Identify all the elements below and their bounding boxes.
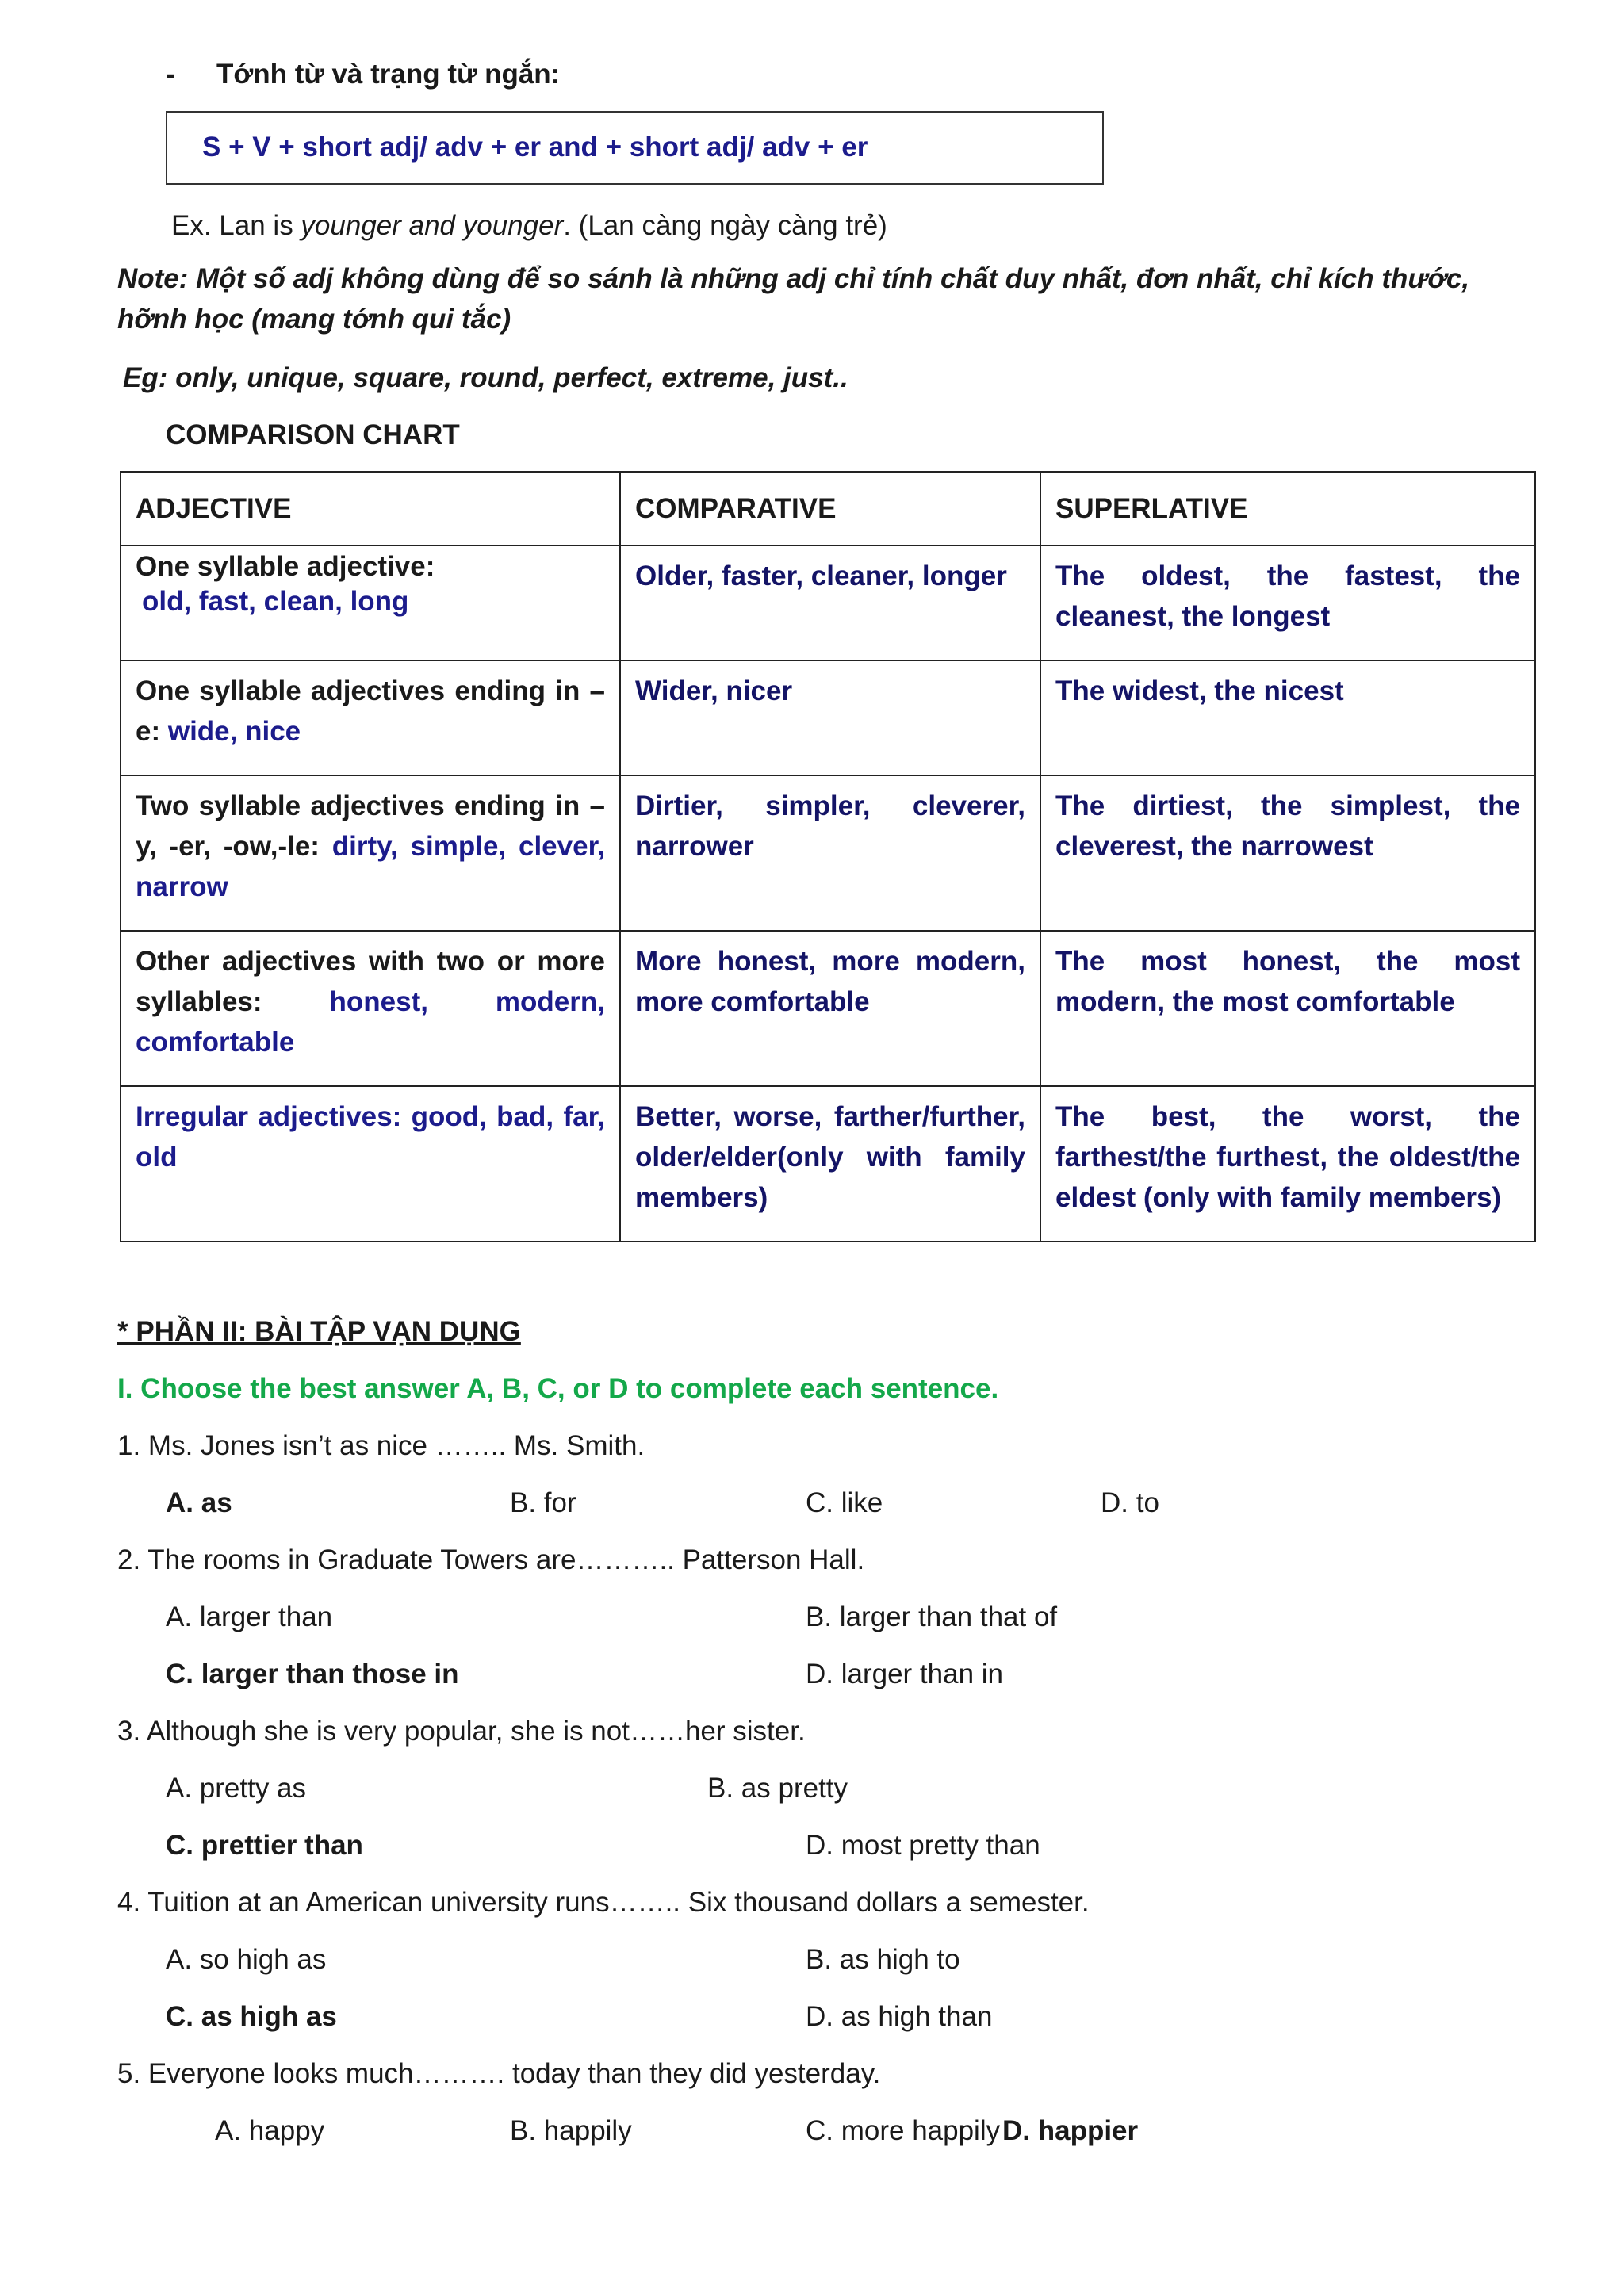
superlative-cell: The dirtiest, the simplest, the cleverest, the narrowest: [1040, 775, 1535, 931]
q4-option-c: C. as high as: [166, 2001, 337, 2032]
header-adjective: ADJECTIVE: [121, 472, 620, 545]
q1-option-a: A. as: [166, 1487, 232, 1518]
formula-text: S + V + short adj/ adv + er and + short adj/ adv + er: [202, 132, 868, 163]
comparative-cell: Wider, nicer: [620, 660, 1040, 775]
section-title: * PHẦN II: BÀI TẬP VẠN DỤNG: [117, 1316, 521, 1347]
question-1: 1. Ms. Jones isn’t as nice …….. Ms. Smith.: [117, 1430, 645, 1461]
q1-option-d: D. to: [1101, 1487, 1159, 1518]
eg-text: Eg: only, unique, square, round, perfect, extreme, just..: [123, 362, 848, 393]
adjective-cell: Irregular adjectives: good, bad, far, old: [121, 1086, 620, 1242]
table-row: [121, 1086, 1535, 1242]
superlative-cell: The oldest, the fastest, the cleanest, the longest: [1040, 545, 1535, 660]
adjective-label: Other adjectives with two or more syllables:: [136, 946, 605, 1017]
header-superlative: SUPERLATIVE: [1040, 472, 1535, 545]
adjective-cell: [121, 660, 620, 775]
superlative-cell: The widest, the nicest: [1040, 660, 1535, 775]
adjective-examples: honest, modern, comfortable: [136, 986, 605, 1058]
q1-option-b: B. for: [510, 1487, 576, 1518]
superlative-cell: The most honest, the most modern, the most comfortable: [1040, 931, 1535, 1086]
q5-option-d: D. happier: [1002, 2115, 1139, 2146]
comparative-cell: Older, faster, cleaner, longer: [620, 545, 1040, 660]
example-italic: younger and younger: [301, 210, 564, 241]
question-4: 4. Tuition at an American university runs…….. Six thousand dollars a semester.: [117, 1887, 1090, 1918]
question-3: 3. Although she is very popular, she is not……her sister.: [117, 1716, 806, 1747]
adjective-cell: [121, 931, 620, 1086]
table-row: [121, 775, 1535, 931]
example-prefix: Ex. Lan is: [171, 210, 301, 241]
example-suffix: . (Lan càng ngày càng trẻ): [563, 210, 887, 241]
adjective-examples: wide, nice: [167, 716, 301, 747]
q4-option-d: D. as high than: [806, 2001, 993, 2032]
q4-option-a: A. so high as: [166, 1944, 327, 1975]
adjective-label: One syllable adjectives ending in –e:: [136, 675, 605, 747]
question-5: 5. Everyone looks much………. today than they did yesterday.: [117, 2058, 881, 2089]
comparative-cell: Better, worse, farther/further, older/elder(only with family members): [620, 1086, 1040, 1242]
q1-option-c: C. like: [806, 1487, 883, 1518]
q3-option-a: A. pretty as: [166, 1773, 307, 1804]
q2-option-a: A. larger than: [166, 1601, 333, 1632]
adjective-examples: dirty, simple, clever, narrow: [136, 831, 605, 902]
adjective-label: One syllable adjective:: [136, 551, 435, 582]
table-row: [121, 545, 1535, 660]
comparative-cell: More honest, more modern, more comfortable: [620, 931, 1040, 1086]
adjective-cell: [121, 545, 620, 660]
q4-option-b: B. as high to: [806, 1944, 960, 1975]
comparison-table: [120, 471, 1536, 1242]
table-header-row: [121, 472, 1535, 545]
formula-box: [166, 111, 1104, 185]
q5-option-c: C. more happily: [806, 2115, 1001, 2146]
adjective-examples: old, fast, clean, long: [142, 586, 409, 617]
q5-option-a: A. happy: [215, 2115, 325, 2146]
note-text: Note: Một số adj không dùng để so sánh là những adj chỉ tính chất duy nhất, đơn nhất, chỉ kích thước, hỡnh học (mang tớnh qui tắc): [117, 263, 1470, 335]
chart-title: COMPARISON CHART: [166, 419, 460, 450]
adjective-cell: [121, 775, 620, 931]
heading-dash: -: [166, 59, 175, 90]
section-heading: Tớnh từ và trạng từ ngắn:: [216, 59, 561, 90]
q2-option-d: D. larger than in: [806, 1659, 1004, 1689]
header-comparative: COMPARATIVE: [620, 472, 1040, 545]
adjective-label: Two syllable adjectives ending in –y, -er, -ow,-le:: [136, 790, 605, 862]
table-row: [121, 931, 1535, 1086]
question-2: 2. The rooms in Graduate Towers are……….. Patterson Hall.: [117, 1544, 865, 1575]
q3-option-c: C. prettier than: [166, 1830, 363, 1861]
comparative-cell: Dirtier, simpler, cleverer, narrower: [620, 775, 1040, 931]
q2-option-c: C. larger than those in: [166, 1659, 459, 1689]
example-sentence: [171, 209, 887, 243]
superlative-cell: The best, the worst, the farthest/the furthest, the oldest/the eldest (only with family members): [1040, 1086, 1535, 1242]
instruction: I. Choose the best answer A, B, C, or D to complete each sentence.: [117, 1373, 999, 1404]
q2-option-b: B. larger than that of: [806, 1601, 1058, 1632]
table-row: [121, 660, 1535, 775]
q3-option-d: D. most pretty than: [806, 1830, 1040, 1861]
q3-option-b: B. as pretty: [707, 1773, 848, 1804]
q5-option-b: B. happily: [510, 2115, 632, 2146]
